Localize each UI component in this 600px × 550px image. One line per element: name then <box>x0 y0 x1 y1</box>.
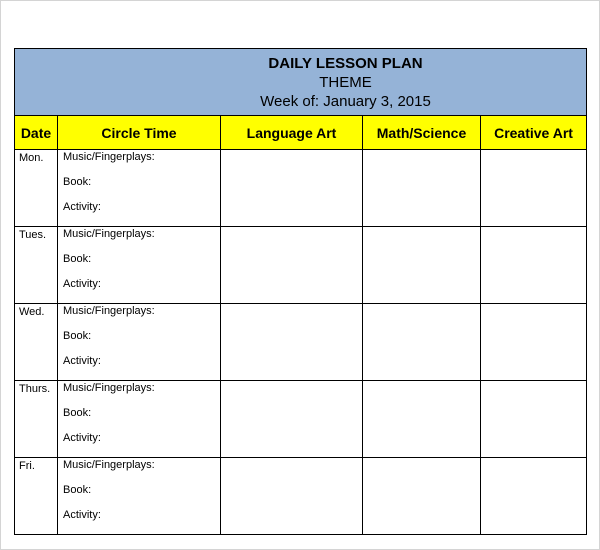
circle-time-cell[interactable] <box>58 227 221 304</box>
day-label: Thurs. <box>15 381 58 458</box>
column-header-language-art: Language Art <box>221 116 363 150</box>
language-art-cell[interactable] <box>221 150 363 227</box>
table-row <box>15 458 587 535</box>
math-science-cell[interactable] <box>363 458 481 535</box>
circle-time-activity-label: Activity: <box>63 432 101 444</box>
language-art-cell[interactable] <box>221 458 363 535</box>
creative-art-cell[interactable] <box>481 150 587 227</box>
creative-art-cell[interactable] <box>481 227 587 304</box>
creative-art-cell[interactable] <box>481 458 587 535</box>
language-art-cell[interactable] <box>221 381 363 458</box>
plan-week: Week of: January 3, 2015 <box>260 92 431 110</box>
circle-time-music-label: Music/Fingerplays: <box>63 382 155 394</box>
plan-theme: THEME <box>319 73 372 91</box>
circle-time-book-label: Book: <box>63 407 92 419</box>
column-header-date: Date <box>15 116 58 150</box>
math-science-cell[interactable] <box>363 381 481 458</box>
column-header-creative-art: Creative Art <box>481 116 587 150</box>
math-science-cell[interactable] <box>363 227 481 304</box>
day-label: Mon. <box>15 150 58 227</box>
circle-time-music-label: Music/Fingerplays: <box>63 459 155 471</box>
math-science-cell[interactable] <box>363 150 481 227</box>
circle-time-activity-label: Activity: <box>63 509 101 521</box>
creative-art-cell[interactable] <box>481 304 587 381</box>
circle-time-activity-label: Activity: <box>63 355 101 367</box>
day-label: Tues. <box>15 227 58 304</box>
circle-time-book-label: Book: <box>63 330 92 342</box>
circle-time-music-label: Music/Fingerplays: <box>63 151 155 163</box>
circle-time-cell[interactable] <box>58 381 221 458</box>
table-row <box>15 381 587 458</box>
lesson-plan-table <box>14 48 587 535</box>
circle-time-book-label: Book: <box>63 176 92 188</box>
circle-time-book-label: Book: <box>63 484 92 496</box>
table-row <box>15 150 587 227</box>
circle-time-activity-label: Activity: <box>63 201 101 213</box>
table-row <box>15 227 587 304</box>
circle-time-cell[interactable] <box>58 304 221 381</box>
circle-time-cell[interactable] <box>58 150 221 227</box>
column-header-math-science: Math/Science <box>363 116 481 150</box>
title-block <box>15 49 587 116</box>
circle-time-activity-label: Activity: <box>63 278 101 290</box>
language-art-cell[interactable] <box>221 304 363 381</box>
day-label: Fri. <box>15 458 58 535</box>
table-row <box>15 304 587 381</box>
math-science-cell[interactable] <box>363 304 481 381</box>
column-header-circle-time: Circle Time <box>58 116 221 150</box>
title-row <box>15 49 587 116</box>
circle-time-cell[interactable] <box>58 458 221 535</box>
plan-title: DAILY LESSON PLAN <box>268 54 423 72</box>
circle-time-book-label: Book: <box>63 253 92 265</box>
column-header-row <box>15 116 587 150</box>
circle-time-music-label: Music/Fingerplays: <box>63 305 155 317</box>
circle-time-music-label: Music/Fingerplays: <box>63 228 155 240</box>
day-rows <box>15 150 587 535</box>
language-art-cell[interactable] <box>221 227 363 304</box>
day-label: Wed. <box>15 304 58 381</box>
creative-art-cell[interactable] <box>481 381 587 458</box>
